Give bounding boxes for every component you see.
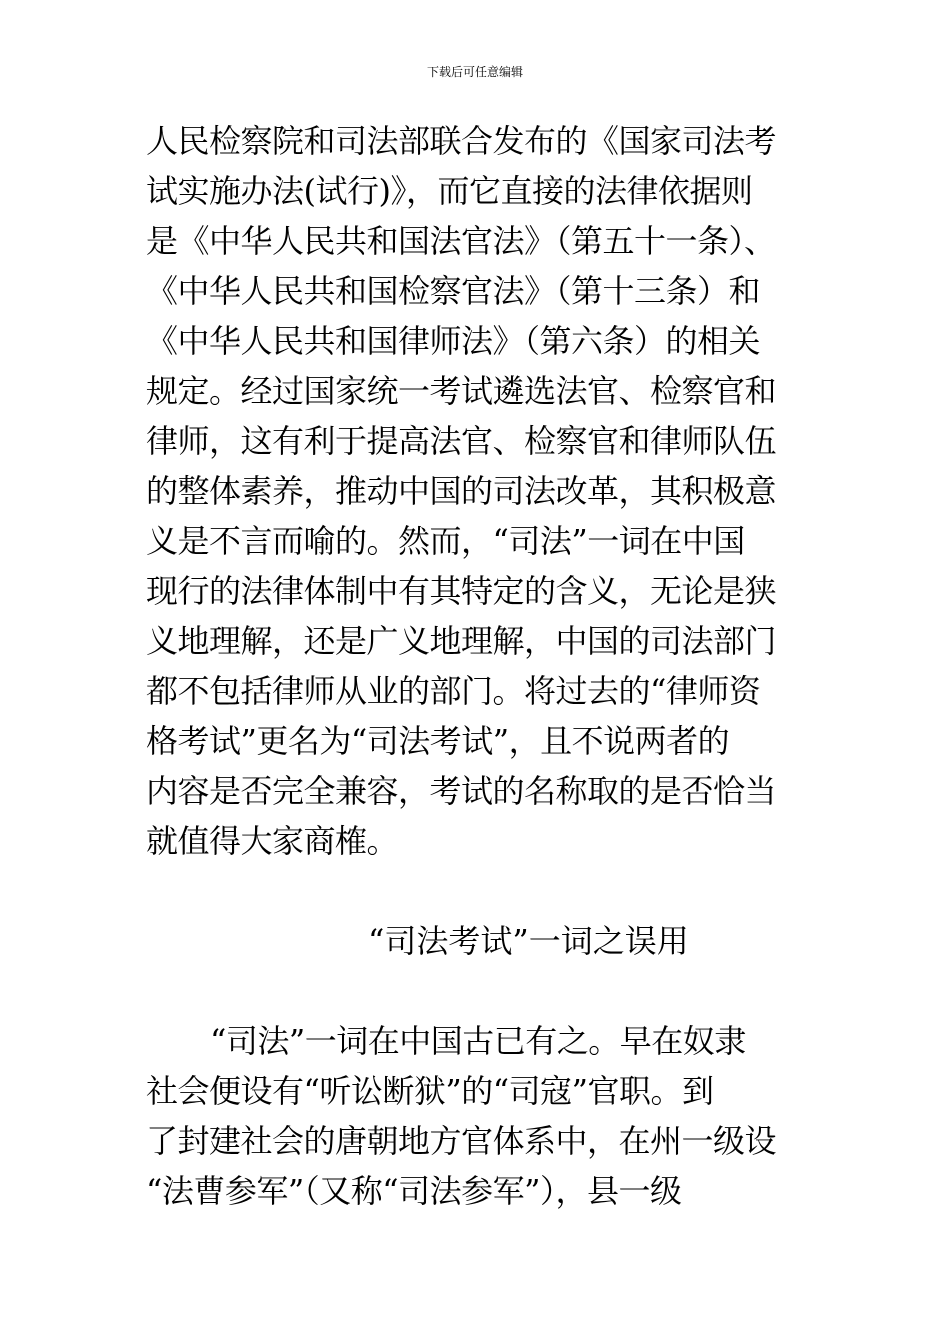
section-heading: “司法考试”一词之误用 [368,922,689,960]
text-line: 人民检察院和司法部联合发布的《国家司法考 [146,122,777,160]
document-body [146,116,846,1216]
paragraph-2 [146,1016,846,1216]
text-line: “法曹参军”（又称“司法参军”），县一级 [146,1172,682,1210]
text-line: 都不包括律师从业的部门。将过去的“律师资 [146,672,761,710]
text-line: 内容是否完全兼容，考试的名称取的是否恰当 [146,772,777,810]
text-line: 义地理解，还是广义地理解，中国的司法部门 [146,622,777,660]
text-line: 的整体素养，推动中国的司法改革，其积极意 [146,472,777,510]
text-line: 社会便设有“听讼断狱”的“司寇”官职。到 [146,1072,714,1110]
text-line: 了封建社会的唐朝地方官体系中，在州一级设 [146,1122,777,1160]
text-line: 格考试”更名为“司法考试”，且不说两者的 [146,722,730,760]
text-line: 试实施办法(试行)》，而它直接的法律依据则 [146,172,753,210]
text-line: 就值得大家商榷。 [146,822,399,860]
text-line: 《中华人民共和国律师法》（第六条）的相关 [146,322,761,360]
text-line: 是《中华人民共和国法官法》（第五十一条）、 [146,222,776,260]
text-line: 律师，这有利于提高法官、检察官和律师队伍 [146,422,777,460]
paragraph-1 [146,116,846,866]
text-line: 《中华人民共和国检察官法》（第十三条）和 [146,272,761,310]
text-line: “司法”一词在中国古已有之。早在奴隶 [210,1022,746,1060]
text-line: 规定。经过国家统一考试遴选法官、检察官和 [146,372,777,410]
text-line: 现行的法律体制中有其特定的含义，无论是狭 [146,572,777,610]
text-line: 义是不言而喻的。然而，“司法”一词在中国 [146,522,745,560]
page-header: 下载后可任意编辑 [426,65,523,79]
